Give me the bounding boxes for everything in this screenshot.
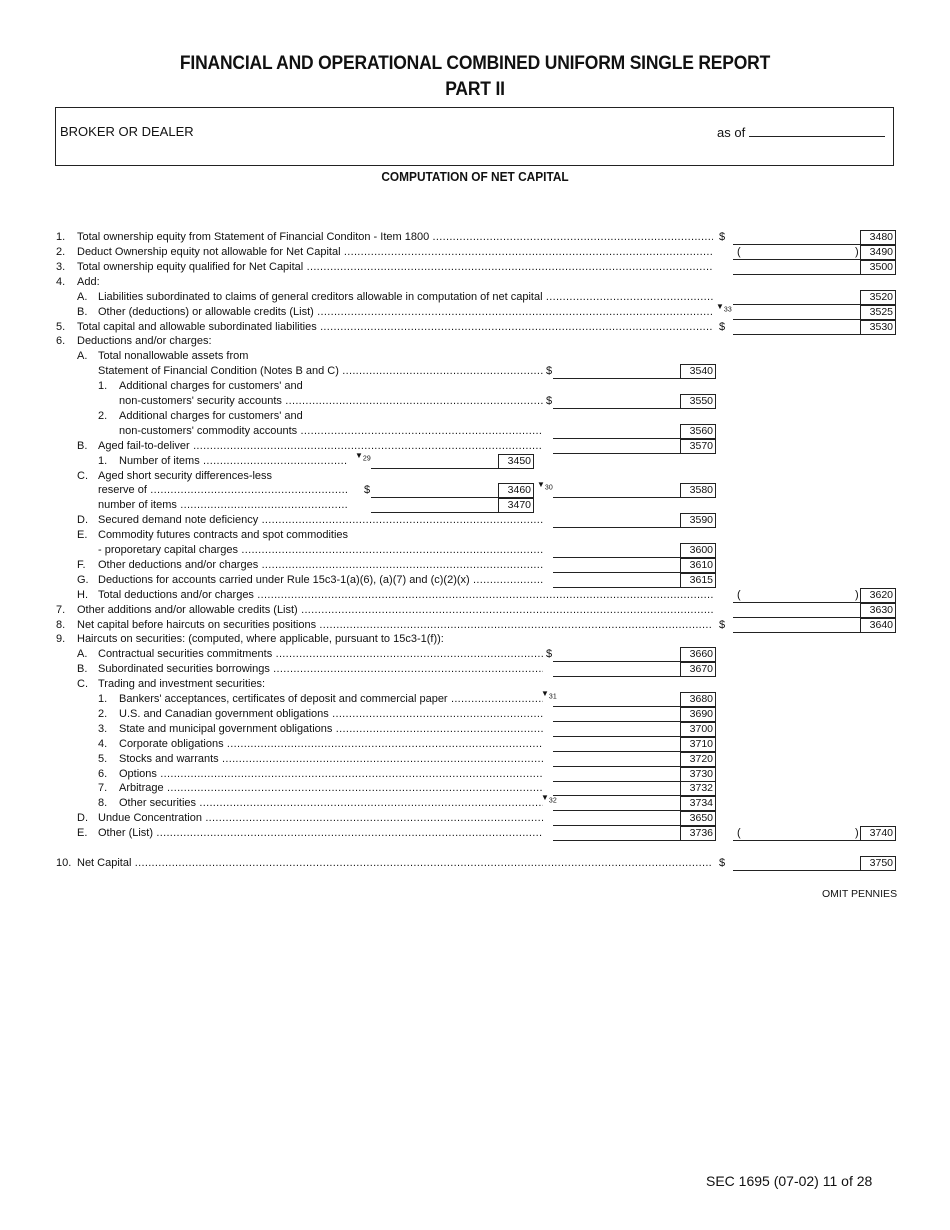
line-9d-item-code: 3650 — [680, 811, 716, 826]
line-9a-dollar-sign: $ — [546, 648, 553, 660]
line-6d-amount-field[interactable] — [553, 513, 680, 528]
line-9c1-amount-field[interactable] — [553, 692, 680, 707]
line-9a-number: A. — [77, 648, 88, 660]
line-4a-amount-field[interactable] — [733, 290, 860, 305]
report-title: FINANCIAL AND OPERATIONAL COMBINED UNIFORM SINGLE REPORT — [179, 53, 771, 74]
line-9e-amount-field[interactable] — [553, 826, 680, 841]
line-9-number: 9. — [56, 633, 66, 645]
line-6a2n-number: 2. — [98, 410, 108, 422]
line-9e-total-item-code: 3740 — [860, 826, 896, 841]
line-9e-close-paren: ) — [855, 827, 859, 839]
line-6h-close-paren: ) — [855, 589, 859, 601]
line-6c-number: C. — [77, 470, 88, 482]
line-6b1-label: Number of items ..... — [119, 455, 347, 467]
line-6c1-second-amount-field[interactable] — [553, 483, 680, 498]
line-9b-amount-field[interactable] — [553, 662, 680, 677]
arrow-glyph: ▼ — [716, 302, 724, 311]
line-1-dollar-sign: $ — [719, 231, 726, 243]
line-10-number: 10. — [56, 857, 72, 869]
line-6d-label: Secured demand note deficiency ..... — [98, 514, 543, 526]
arrow-glyph: ▼ — [537, 480, 545, 489]
line-6h-label: Total deductions and/or charges ..... — [98, 589, 713, 601]
arrow-glyph: ▼ — [541, 793, 549, 802]
line-10-amount-field[interactable] — [733, 856, 860, 871]
line-6f-number: F. — [77, 559, 86, 571]
line-6b1-arrow-icon — [355, 451, 371, 463]
line-9c3-item-code: 3700 — [680, 722, 716, 737]
line-2-label: Deduct Ownership equity not allowable for Net Capital ..... — [77, 246, 713, 258]
line-6c1-item-code: 3460 — [498, 483, 534, 498]
line-8-amount-field[interactable] — [733, 618, 860, 633]
line-6a2b-label: non-customers' commodity accounts ..... — [119, 425, 543, 437]
as-of-field[interactable] — [717, 124, 885, 140]
line-5-label: Total capital and allowable subordinated liabilities ..... — [77, 321, 713, 333]
line-9c-number: C. — [77, 678, 88, 690]
line-3-label: Total ownership equity qualified for Net Capital ..... — [77, 261, 713, 273]
line-2-close-paren: ) — [855, 246, 859, 258]
line-9c8-label: Other securities ..... — [119, 797, 543, 809]
line-9c7-number: 7. — [98, 782, 108, 794]
line-9c8-number: 8. — [98, 797, 108, 809]
line-9b-label: Subordinated securities borrowings ..... — [98, 663, 543, 675]
line-9c3-label: State and municipal government obligations ..... — [119, 723, 543, 735]
line-4b-amount-field[interactable] — [733, 305, 860, 320]
line-9c1-note-number: 31 — [548, 693, 557, 701]
line-4a-label: Liabilities subordinated to claims of general creditors allowable in computation of net capital ..... — [98, 291, 713, 303]
line-6h-open-paren: ( — [737, 589, 741, 601]
line-9c4-item-code: 3710 — [680, 737, 716, 752]
line-6a1b-item-code: 3550 — [680, 394, 716, 409]
line-7-number: 7. — [56, 604, 66, 616]
line-9c8-note-number: 32 — [548, 797, 557, 805]
line-9c5-number: 5. — [98, 753, 108, 765]
line-6b1-note-number: 29 — [362, 455, 371, 463]
line-6h-amount-field[interactable] — [733, 588, 860, 603]
line-9c6-label: Options ..... — [119, 768, 543, 780]
line-6b1-amount-field[interactable] — [371, 454, 498, 469]
line-9d-label: Undue Concentration ..... — [98, 812, 543, 824]
line-6h-item-code: 3620 — [860, 588, 896, 603]
line-6c2-label: number of items ..... — [98, 499, 347, 511]
line-9d-number: D. — [77, 812, 88, 824]
line-9c5-item-code: 3720 — [680, 752, 716, 767]
line-6a2-amount-field[interactable] — [553, 364, 680, 379]
line-9c7-label: Arbitrage ..... — [119, 782, 543, 794]
line-6a-number: A. — [77, 350, 88, 362]
line-9c4-label: Corporate obligations ..... — [119, 738, 543, 750]
line-7-item-code: 3630 — [860, 603, 896, 618]
line-6g-number: G. — [77, 574, 89, 586]
line-9c2-label: U.S. and Canadian government obligations ..... — [119, 708, 543, 720]
line-6-number: 6. — [56, 335, 66, 347]
line-9c6-amount-field[interactable] — [553, 767, 680, 782]
line-9c1-label: Bankers' acceptances, certificates of deposit and commercial paper ..... — [119, 693, 543, 705]
line-9c2-number: 2. — [98, 708, 108, 720]
line-6c1-second-item-code: 3580 — [680, 483, 716, 498]
line-9-label: Haircuts on securities: (computed, where applicable, pursuant to 15c3-1(f)): — [77, 633, 444, 645]
line-4b-label: Other (deductions) or allowable credits (List) ..... — [98, 306, 713, 318]
line-6b1-item-code: 3450 — [498, 454, 534, 469]
line-6a1-number: 1. — [98, 380, 108, 392]
line-6a2-item-code: 3540 — [680, 364, 716, 379]
line-6f-amount-field[interactable] — [553, 558, 680, 573]
line-4b-note-number: 33 — [723, 306, 732, 314]
line-9c-label: Trading and investment securities: — [98, 678, 266, 690]
arrow-glyph: ▼ — [541, 689, 549, 698]
line-3-item-code: 3500 — [860, 260, 896, 275]
line-9c4-amount-field[interactable] — [553, 737, 680, 752]
line-6g-label: Deductions for accounts carried under Rule 15c3-1(a)(6), (a)(7) and (c)(2)(x) ..... — [98, 574, 543, 586]
line-5-dollar-sign: $ — [719, 321, 726, 333]
line-4a-number: A. — [77, 291, 88, 303]
line-4-number: 4. — [56, 276, 66, 288]
as-of-label: as of — [717, 125, 746, 140]
line-9e-number: E. — [77, 827, 88, 839]
line-4a-item-code: 3520 — [860, 290, 896, 305]
report-subtitle: PART II — [445, 79, 505, 100]
page-footer: SEC 1695 (07-02) 11 of 28 — [706, 1173, 873, 1189]
omit-pennies-note: OMIT PENNIES — [822, 888, 898, 900]
line-2-item-code: 3490 — [860, 245, 896, 260]
line-9c4-number: 4. — [98, 738, 108, 750]
line-6g-amount-field[interactable] — [553, 573, 680, 588]
line-9e-total-amount-field[interactable] — [733, 826, 860, 841]
line-6c-label: Aged short security differences-less — [98, 470, 273, 482]
line-9e-label: Other (List) ..... — [98, 827, 543, 839]
line-6b-number: B. — [77, 440, 88, 452]
line-9c8-arrow-icon — [541, 793, 557, 805]
line-9e-item-code: 3736 — [680, 826, 716, 841]
line-9a-amount-field[interactable] — [553, 647, 680, 662]
line-6g-item-code: 3615 — [680, 573, 716, 588]
line-5-number: 5. — [56, 321, 66, 333]
line-1-amount-field[interactable] — [733, 230, 860, 245]
line-5-amount-field[interactable] — [733, 320, 860, 335]
line-2-number: 2. — [56, 246, 66, 258]
line-9b-number: B. — [77, 663, 88, 675]
section-title: COMPUTATION OF NET CAPITAL — [381, 170, 569, 184]
line-9c1-arrow-icon — [541, 689, 557, 701]
line-6a2b-item-code: 3560 — [680, 424, 716, 439]
line-6a1b-amount-field[interactable] — [553, 394, 680, 409]
line-5-item-code: 3530 — [860, 320, 896, 335]
line-8-item-code: 3640 — [860, 618, 896, 633]
line-7-amount-field[interactable] — [733, 603, 860, 618]
line-4b-arrow-icon — [716, 302, 732, 314]
line-10-item-code: 3750 — [860, 856, 896, 871]
line-9a-label: Contractual securities commitments ..... — [98, 648, 543, 660]
line-10-label: Net Capital ..... — [77, 857, 713, 869]
line-6h-number: H. — [77, 589, 88, 601]
line-3-amount-field[interactable] — [733, 260, 860, 275]
line-6e-label: Commodity futures contracts and spot commodities — [98, 529, 349, 541]
line-9c1-number: 1. — [98, 693, 108, 705]
line-4b-number: B. — [77, 306, 88, 318]
line-6b-item-code: 3570 — [680, 439, 716, 454]
line-9a-item-code: 3660 — [680, 647, 716, 662]
line-9c7-item-code: 3732 — [680, 781, 716, 796]
line-6e2-item-code: 3600 — [680, 543, 716, 558]
line-6c2-amount-field[interactable] — [371, 498, 498, 513]
line-6a2-label: Statement of Financial Condition (Notes B and C) ..... — [98, 365, 543, 377]
line-4-label: Add: — [77, 276, 100, 288]
line-6b-amount-field[interactable] — [553, 439, 680, 454]
line-6b-label: Aged fail-to-deliver ..... — [98, 440, 543, 452]
line-9c3-number: 3. — [98, 723, 108, 735]
line-6a-label: Total nonallowable assets from — [98, 350, 249, 362]
line-9c7-amount-field[interactable] — [553, 781, 680, 796]
line-4b-item-code: 3525 — [860, 305, 896, 320]
line-9c8-amount-field[interactable] — [553, 796, 680, 811]
line-1-label: Total ownership equity from Statement of Financial Conditon - Item 1800 ..... — [77, 231, 713, 243]
line-6a2-dollar-sign: $ — [546, 365, 553, 377]
line-6b1-number: 1. — [98, 455, 108, 467]
line-7-label: Other additions and/or allowable credits (List) ..... — [77, 604, 713, 616]
line-6d-number: D. — [77, 514, 88, 526]
line-6c1-dollar-sign: $ — [364, 484, 371, 496]
line-6a1b-dollar-sign: $ — [546, 395, 553, 407]
line-9c5-label: Stocks and warrants ..... — [119, 753, 543, 765]
arrow-glyph: ▼ — [355, 451, 363, 460]
line-9c3-amount-field[interactable] — [553, 722, 680, 737]
line-6d-item-code: 3590 — [680, 513, 716, 528]
line-9c8-item-code: 3734 — [680, 796, 716, 811]
line-6c2-item-code: 3470 — [498, 498, 534, 513]
line-10-dollar-sign: $ — [719, 857, 726, 869]
line-6a1b-label: non-customers' security accounts ..... — [119, 395, 543, 407]
line-3-number: 3. — [56, 261, 66, 273]
line-1-item-code: 3480 — [860, 230, 896, 245]
line-9c2-amount-field[interactable] — [553, 707, 680, 722]
line-2-amount-field[interactable] — [733, 245, 860, 260]
line-6f-label: Other deductions and/or charges ..... — [98, 559, 543, 571]
line-9d-amount-field[interactable] — [553, 811, 680, 826]
line-8-number: 8. — [56, 619, 66, 631]
line-9e-open-paren: ( — [737, 827, 741, 839]
line-6a1-label: Additional charges for customers' and — [119, 380, 303, 392]
line-9c5-amount-field[interactable] — [553, 752, 680, 767]
line-6a2b-amount-field[interactable] — [553, 424, 680, 439]
line-6c1-label: reserve of ..... — [98, 484, 347, 496]
line-6e2-label: - proporetary capital charges ..... — [98, 544, 543, 556]
line-9c2-item-code: 3690 — [680, 707, 716, 722]
line-9b-item-code: 3670 — [680, 662, 716, 677]
line-6e2-amount-field[interactable] — [553, 543, 680, 558]
line-6c1-arrow-icon — [537, 480, 553, 492]
line-6a2n-label: Additional charges for customers' and — [119, 410, 303, 422]
line-9c6-item-code: 3730 — [680, 767, 716, 782]
line-6-label: Deductions and/or charges: — [77, 335, 212, 347]
broker-label: BROKER OR DEALER — [60, 124, 194, 139]
line-6e-number: E. — [77, 529, 88, 541]
line-2-open-paren: ( — [737, 246, 741, 258]
line-8-label: Net capital before haircuts on securities positions ..... — [77, 619, 713, 631]
line-8-dollar-sign: $ — [719, 619, 726, 631]
line-6c1-amount-field[interactable] — [371, 483, 498, 498]
as-of-input[interactable] — [749, 124, 885, 137]
line-9c6-number: 6. — [98, 768, 108, 780]
line-6c1-note-number: 30 — [544, 484, 553, 492]
line-9c1-item-code: 3680 — [680, 692, 716, 707]
line-6f-item-code: 3610 — [680, 558, 716, 573]
line-1-number: 1. — [56, 231, 66, 243]
